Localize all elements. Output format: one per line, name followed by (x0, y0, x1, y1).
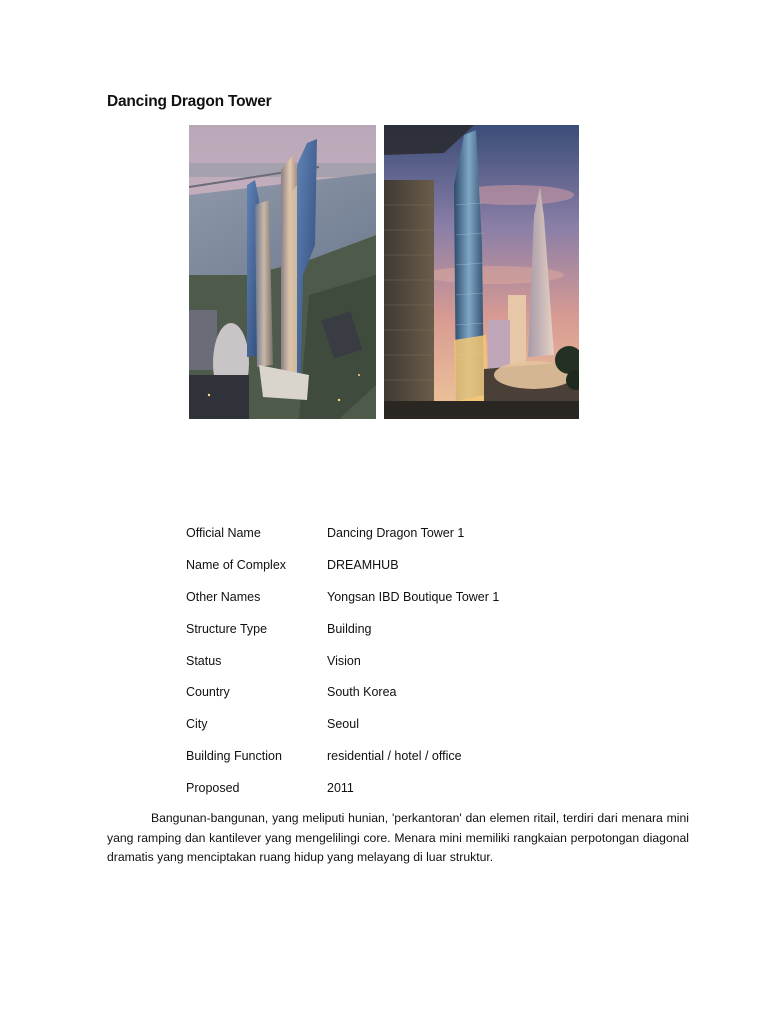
info-label: Country (186, 685, 230, 700)
info-label: Structure Type (186, 621, 268, 636)
info-label: Other Names (186, 589, 261, 604)
description-paragraph: Bangunan-bangunan, yang meliputi hunian, 'perkantoran' dan elemen ritail, terdiri dari menara mini yang ramping dan kantilever yang mengelilingi core. Menara mini memiliki rangkaian perpotongan diagonal dramatis yang menciptakan ruang hidup yang melayang di luar struktur. (107, 811, 689, 865)
info-value: Building (327, 621, 372, 636)
info-label: City (186, 717, 208, 732)
info-label: Building Function (186, 749, 282, 764)
info-row (186, 517, 499, 549)
info-label: Status (186, 653, 222, 668)
info-row (186, 708, 499, 740)
info-row (186, 740, 499, 772)
info-row (186, 676, 499, 708)
info-value: residential / hotel / office (327, 749, 462, 764)
dusk-view-photo (384, 125, 579, 419)
aerial-view-photo (189, 125, 376, 419)
info-value: Dancing Dragon Tower 1 (327, 525, 465, 540)
building-info-table (186, 517, 499, 804)
info-value: Vision (327, 653, 361, 668)
page-title: Dancing Dragon Tower (107, 93, 272, 110)
info-label: Name of Complex (186, 557, 287, 572)
info-value: DREAMHUB (327, 557, 399, 572)
info-label: Proposed (186, 781, 240, 796)
info-value: South Korea (327, 685, 397, 700)
info-row (186, 581, 499, 613)
info-label: Official Name (186, 525, 261, 540)
info-row (186, 772, 499, 804)
info-value: 2011 (327, 781, 354, 796)
info-row (186, 645, 499, 677)
info-value: Yongsan IBD Boutique Tower 1 (327, 589, 500, 604)
info-row (186, 549, 499, 581)
info-row (186, 613, 499, 645)
info-value: Seoul (327, 717, 359, 732)
